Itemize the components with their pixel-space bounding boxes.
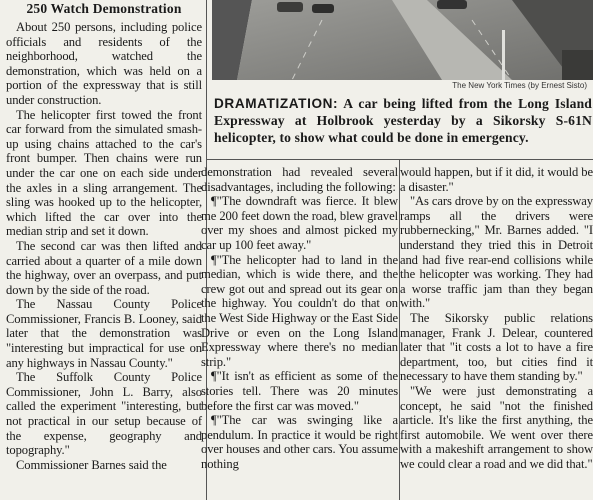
article-column-3: [400, 165, 593, 471]
paragraph: The Suffolk County Police Commissioner, John L. Barry, also called the experiment "interesting, but not practical in our setup because of the expense, geography and topography.": [6, 370, 202, 458]
photo-credit: The New York Times (by Ernest Sisto): [452, 81, 587, 90]
paragraph: ¶"The car was swinging like a pendulum. In practice it would be right over houses and other cars. You assume nothing: [201, 413, 398, 471]
paragraph: The Sikorsky public relations manager, Frank J. Delear, countered later that "it costs a lot to have a fire department, too, but cities find it necessary to have them standing by.": [400, 310, 593, 384]
paragraph: The Nassau County Police Commissioner, Francis B. Looney, said later that the demonstration was "interesting but impractical for use on any highways in Nassau County.": [6, 297, 202, 370]
paragraph: ¶"It isn't as efficient as some of the stories tell. There was 20 minutes before the first car was moved.": [201, 369, 398, 413]
paragraph: ¶"The helicopter had to land in the median, which is wide there, and the crew got out and spread out its gear on the highway. You couldn't do that on the West Side Highway or the East Side Drive or even on the Long Island Expressway where there's no median strip.": [201, 252, 398, 369]
caption-text: A car being lifted from the Long Island Expressway at Holbrook yesterday by a Sikorsky S-61N helicopter, to show what could be done in emergency.: [214, 96, 592, 145]
article-column-2: [201, 165, 398, 471]
paragraph: The helicopter first towed the front car forward from the simulated smash-up using chains attached to the car's front bumper. Then chains were run under the car one on each side under the axles in a sling arrangement. The sling was hooked up to the helicopter, which lifted the car over into the median strip and set it down.: [6, 107, 202, 239]
paragraph: ¶"The downdraft was fierce. It blew me 200 feet down the road, blew gravel over my shoes and almost picked my car up 100 feet away.": [201, 194, 398, 252]
paragraph: demonstration had revealed several disadvantages, including the following:: [201, 165, 398, 194]
news-photo: [212, 0, 593, 80]
paragraph: Commissioner Barnes said the: [16, 457, 167, 472]
caption-lead: DRAMATIZATION:: [214, 96, 339, 111]
paragraph: The second car was then lifted and carried about a quarter of a mile down the highway, over an overpass, and put down by the side of the road.: [6, 238, 202, 297]
paragraph: would happen, but if it did, it would be a disaster.": [400, 165, 593, 194]
caption-rule: [207, 159, 593, 160]
article-column-1: [6, 0, 202, 472]
paragraph: "We were just demonstrating a concept, he said "not the finished article. It's like the first anything, the first automobile. We went over there with a makeshift arrangement to show we could clear a road and we did that.": [400, 383, 593, 471]
paragraph: About 250 persons, including police officials and residents of the neighborhood, watched the demonstration, which was held on a portion of the expressway that is still under construction.: [6, 20, 202, 107]
paragraph: "As cars drove by on the expressway ramps all the drivers were rubbernecking," Mr. Barnes added. "I understand they tried this in Detroit and had five rear-end collisions while the helicopter was working. They had a worse traffic jam than they began with.": [400, 194, 593, 311]
photo-caption: [214, 95, 592, 146]
subheadline: 250 Watch Demonstration: [26, 1, 182, 16]
highway-photo-image: [212, 0, 593, 80]
